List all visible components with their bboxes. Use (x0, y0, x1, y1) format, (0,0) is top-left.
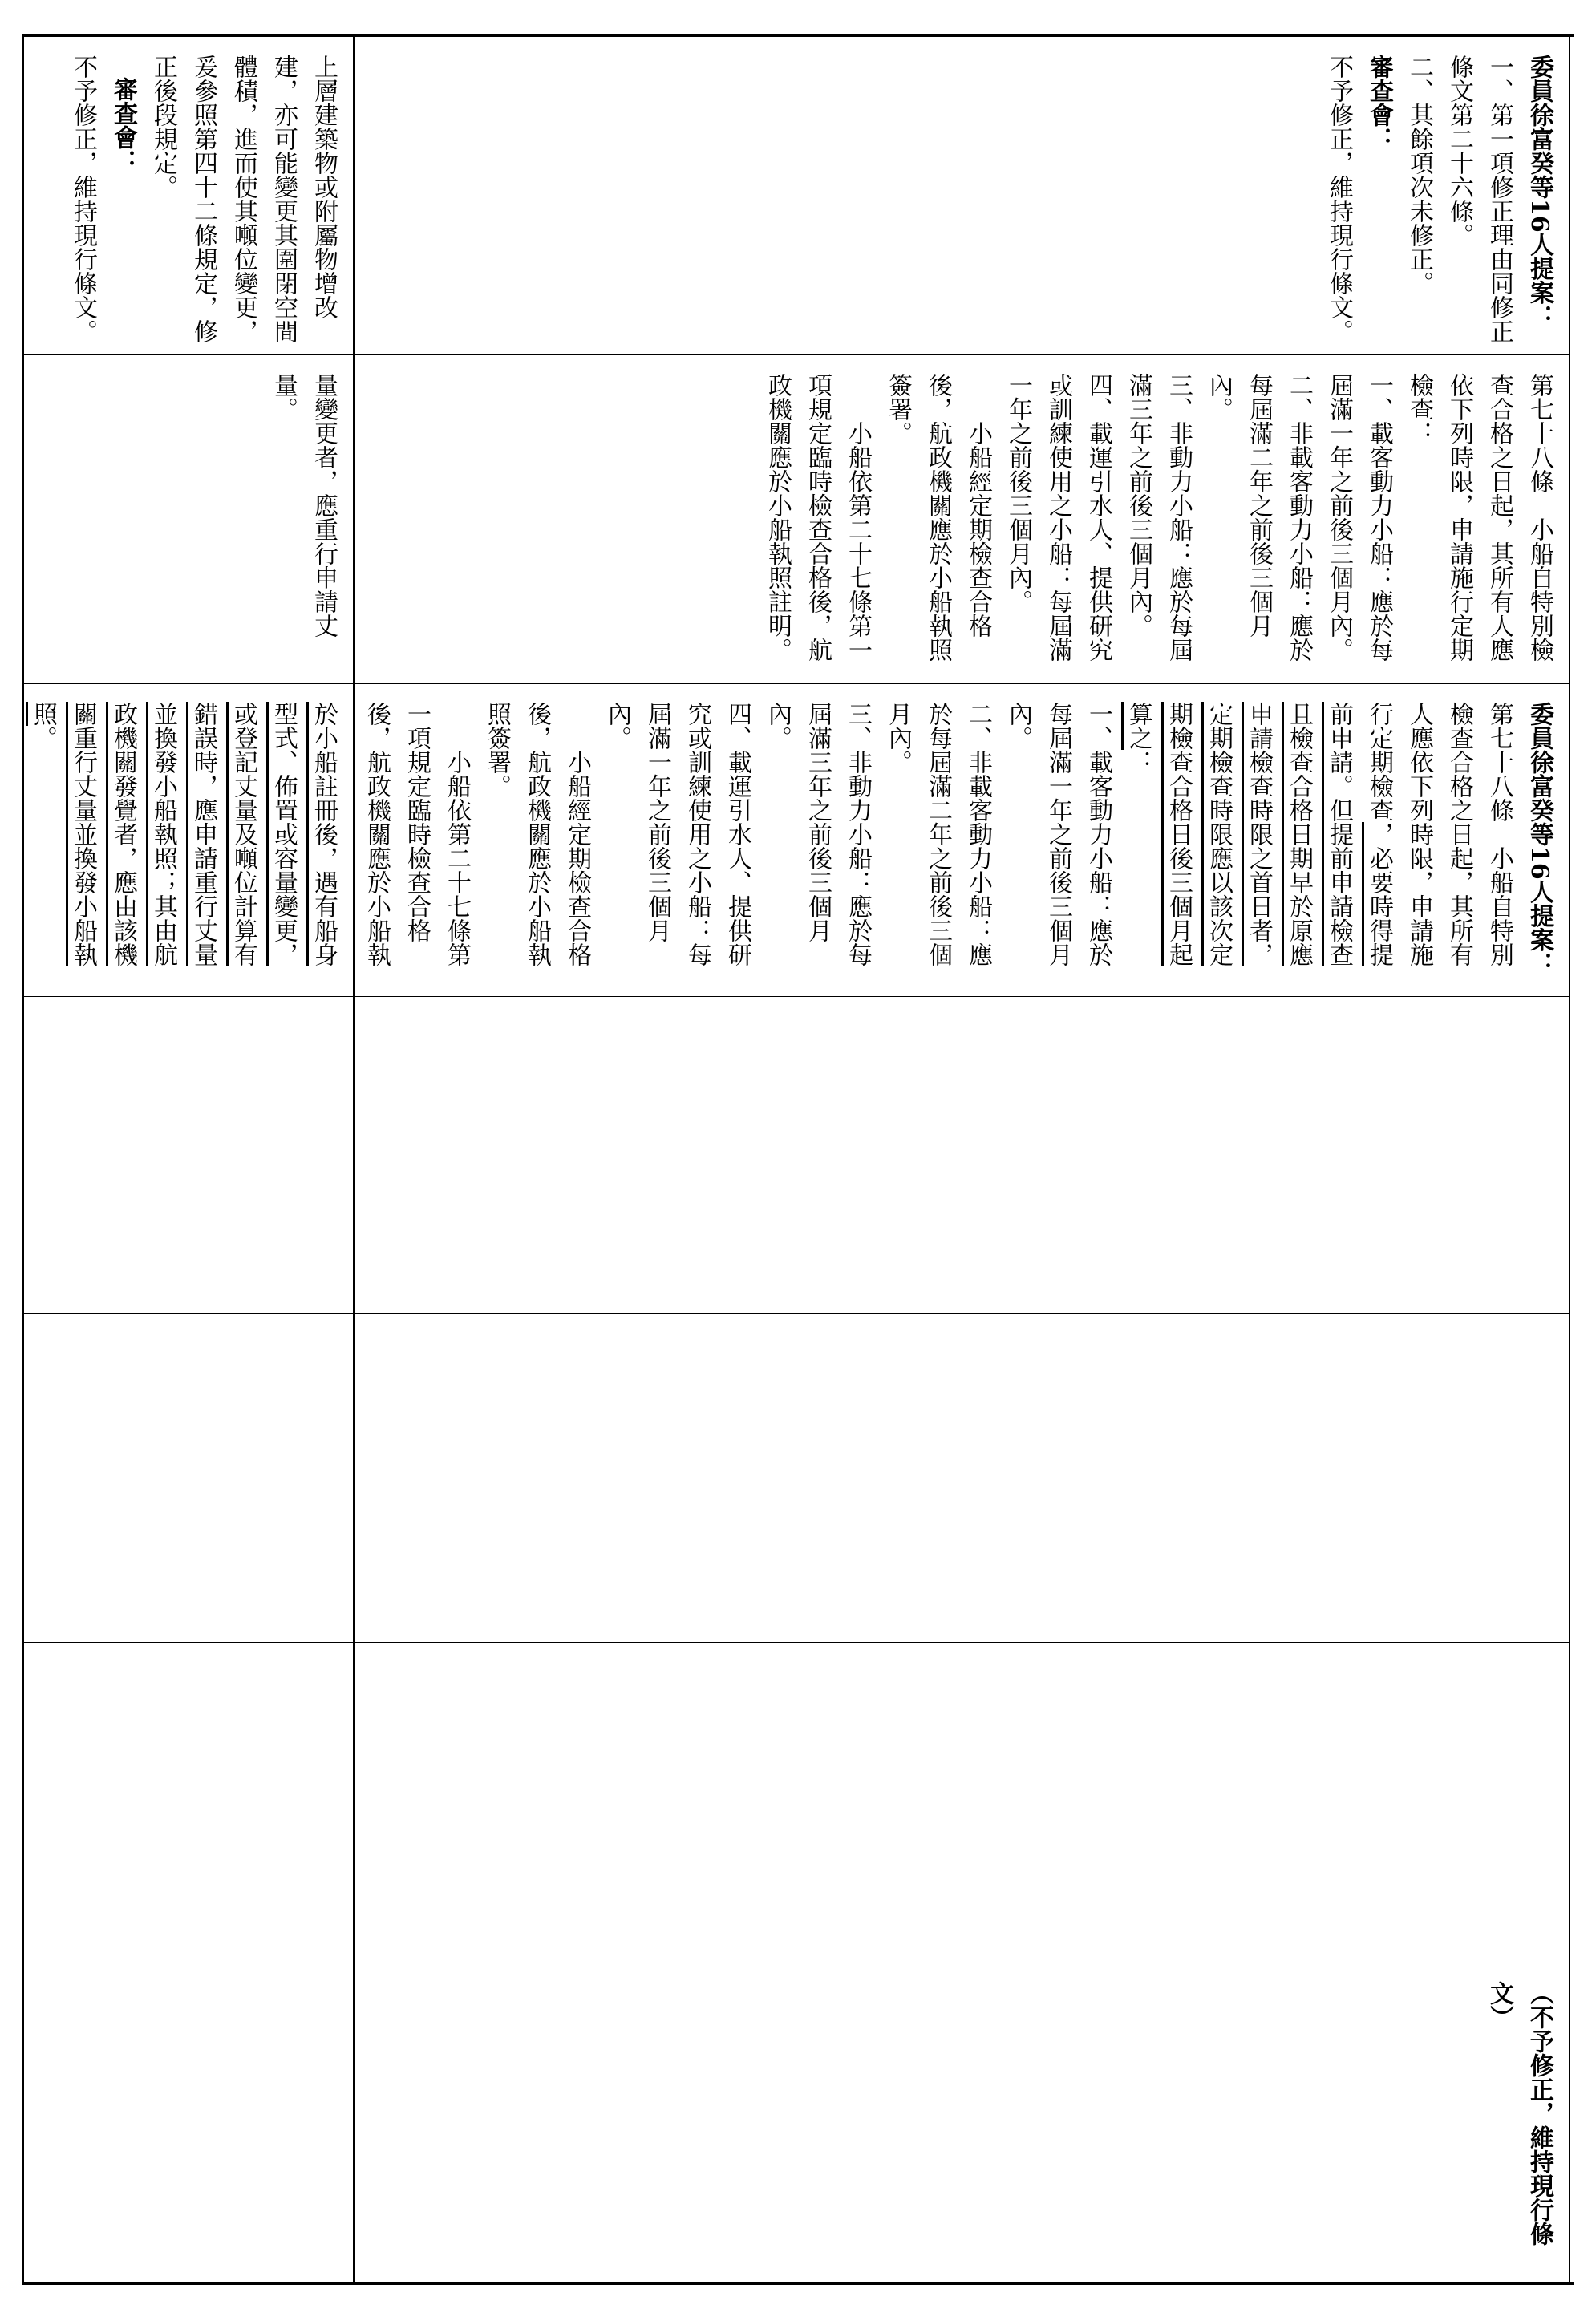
current-law-line-3: 二、非載客動力小船：應於每屆滿二年之前後三個月內。 (1205, 373, 1313, 662)
row2-proposal-article (1118, 702, 1519, 988)
row2-review-committee-heading: 審查會： (1365, 55, 1393, 151)
row2-empty-cell-5 (355, 1314, 1569, 1642)
row1-empty-cell-6 (24, 1643, 353, 1963)
proposal-seg-3: 並換發小船執照；其由航政機關發覺者，應由該機關重行丈量並換發小船執照 (29, 702, 177, 966)
proposal-item-1: 一、載客動力小船：應於每屆滿一年之前後三個月內。 (1004, 702, 1112, 966)
proposal-seg-1: 於小船註冊後，遇有船身型式、佈置或容量變更，或 (229, 702, 338, 966)
row1-review-text: 不予修正，維持現行條文。 (69, 55, 97, 343)
row1-empty-cell-7 (24, 1963, 353, 2282)
row2-review-item-2: 二、其餘項次未修正。 (1405, 55, 1433, 295)
row2-proposal-cell (355, 684, 1569, 996)
row1-review-cell (24, 37, 353, 354)
current-law-line-7: 小船依第二十七條第一項規定臨時檢查合格後，航政機關應於小船執照註明。 (764, 373, 872, 662)
current-law-line-2: 一、載客動力小船：應於每屆滿一年之前後三個月內。 (1325, 373, 1393, 662)
row1-current-law-continuation: 量變更者，應重行申請丈量。 (269, 373, 338, 638)
row1-empty-cell-5 (24, 1314, 353, 1642)
row1-review-continuation: 上層建築物或附屬物增改建，亦可能變更其圍閉空間體積，進而使其噸位變更，爰參照第四十二條規定，修正後段規定。 (149, 55, 338, 343)
row2-first-col-label: （不予修正，維持現行條文） (1485, 1981, 1553, 2246)
row1-review-heading: 審查會： (109, 77, 137, 173)
row2-review-item-1: 一、第一項修正理由同修正條文第二十六條。 (1445, 55, 1513, 343)
current-law-line-1: 第七十八條 小船自特別檢查合格之日起，其所有人應依下列時限，申請施行定期檢查： (1405, 373, 1553, 662)
proposal-item-4: 四、載運引水人、提供研究或訓練使用之小船：每屆滿一年之前後三個月內。 (603, 702, 751, 966)
row2-current-law-cell (355, 355, 1569, 683)
proposal-item-6: 小船依第二十七條第一項規定臨時檢查合格後，航政機關應於小船執 (363, 702, 471, 966)
proposal-article-colon: ： (1124, 750, 1152, 774)
proposal-item-5: 小船經定期檢查合格後，航政機關應於小船執照簽署。 (483, 702, 591, 966)
current-law-line-5: 四、載運引水人、提供研究或訓練使用之小船：每屆滿一年之前後三個月內。 (1004, 373, 1112, 662)
row2-review-heading: 委員徐富癸等16人提案： (1525, 55, 1553, 329)
row1-proposal-text (24, 702, 343, 988)
proposal-item-3: 三、非動力小船：應於每屆滿三年之前後三個月內。 (764, 702, 872, 966)
current-law-line-6: 小船經定期檢查合格後，航政機關應於小船執照簽署。 (884, 373, 992, 662)
row2-empty-cell-4 (355, 997, 1569, 1313)
row1-proposal-cell (24, 684, 353, 996)
table-bottom-border (22, 2282, 1574, 2285)
table-right-border (1569, 34, 1570, 2285)
row2-empty-cell-6 (355, 1643, 1569, 1963)
row2-review-committee-text: 不予修正，維持現行條文。 (1325, 55, 1353, 343)
proposal-item-2: 二、非載客動力小船：應於每屆滿二年之前後三個月內。 (884, 702, 992, 966)
proposal-article-intro: 第七十八條 小船自特別檢查合格之日起，其所有人應依下列時限，申請施行定期檢查 (1365, 702, 1513, 966)
row2-first-col-cell (355, 1963, 1569, 2282)
row1-current-law-cell (24, 355, 353, 683)
row2-proposal-heading: 委員徐富癸等16人提案： (1525, 702, 1553, 976)
row2-review-cell (355, 37, 1569, 354)
row1-empty-cell-4 (24, 997, 353, 1313)
proposal-article-amendment: ，必要時得提前申請。但提前申請檢查且檢查合格日期早於原應申請檢查時限之首日者，定期檢查時限應以該次定期檢查合格日後三個月起算之 (1124, 702, 1393, 966)
current-law-line-4: 三、非動力小船：應於每屆滿三年之前後三個月內。 (1124, 373, 1193, 662)
proposal-seg-4: 。 (29, 726, 57, 750)
proposal-seg-2: 登記丈量及噸位計算有錯誤時，應申請重行丈量 (189, 702, 257, 966)
